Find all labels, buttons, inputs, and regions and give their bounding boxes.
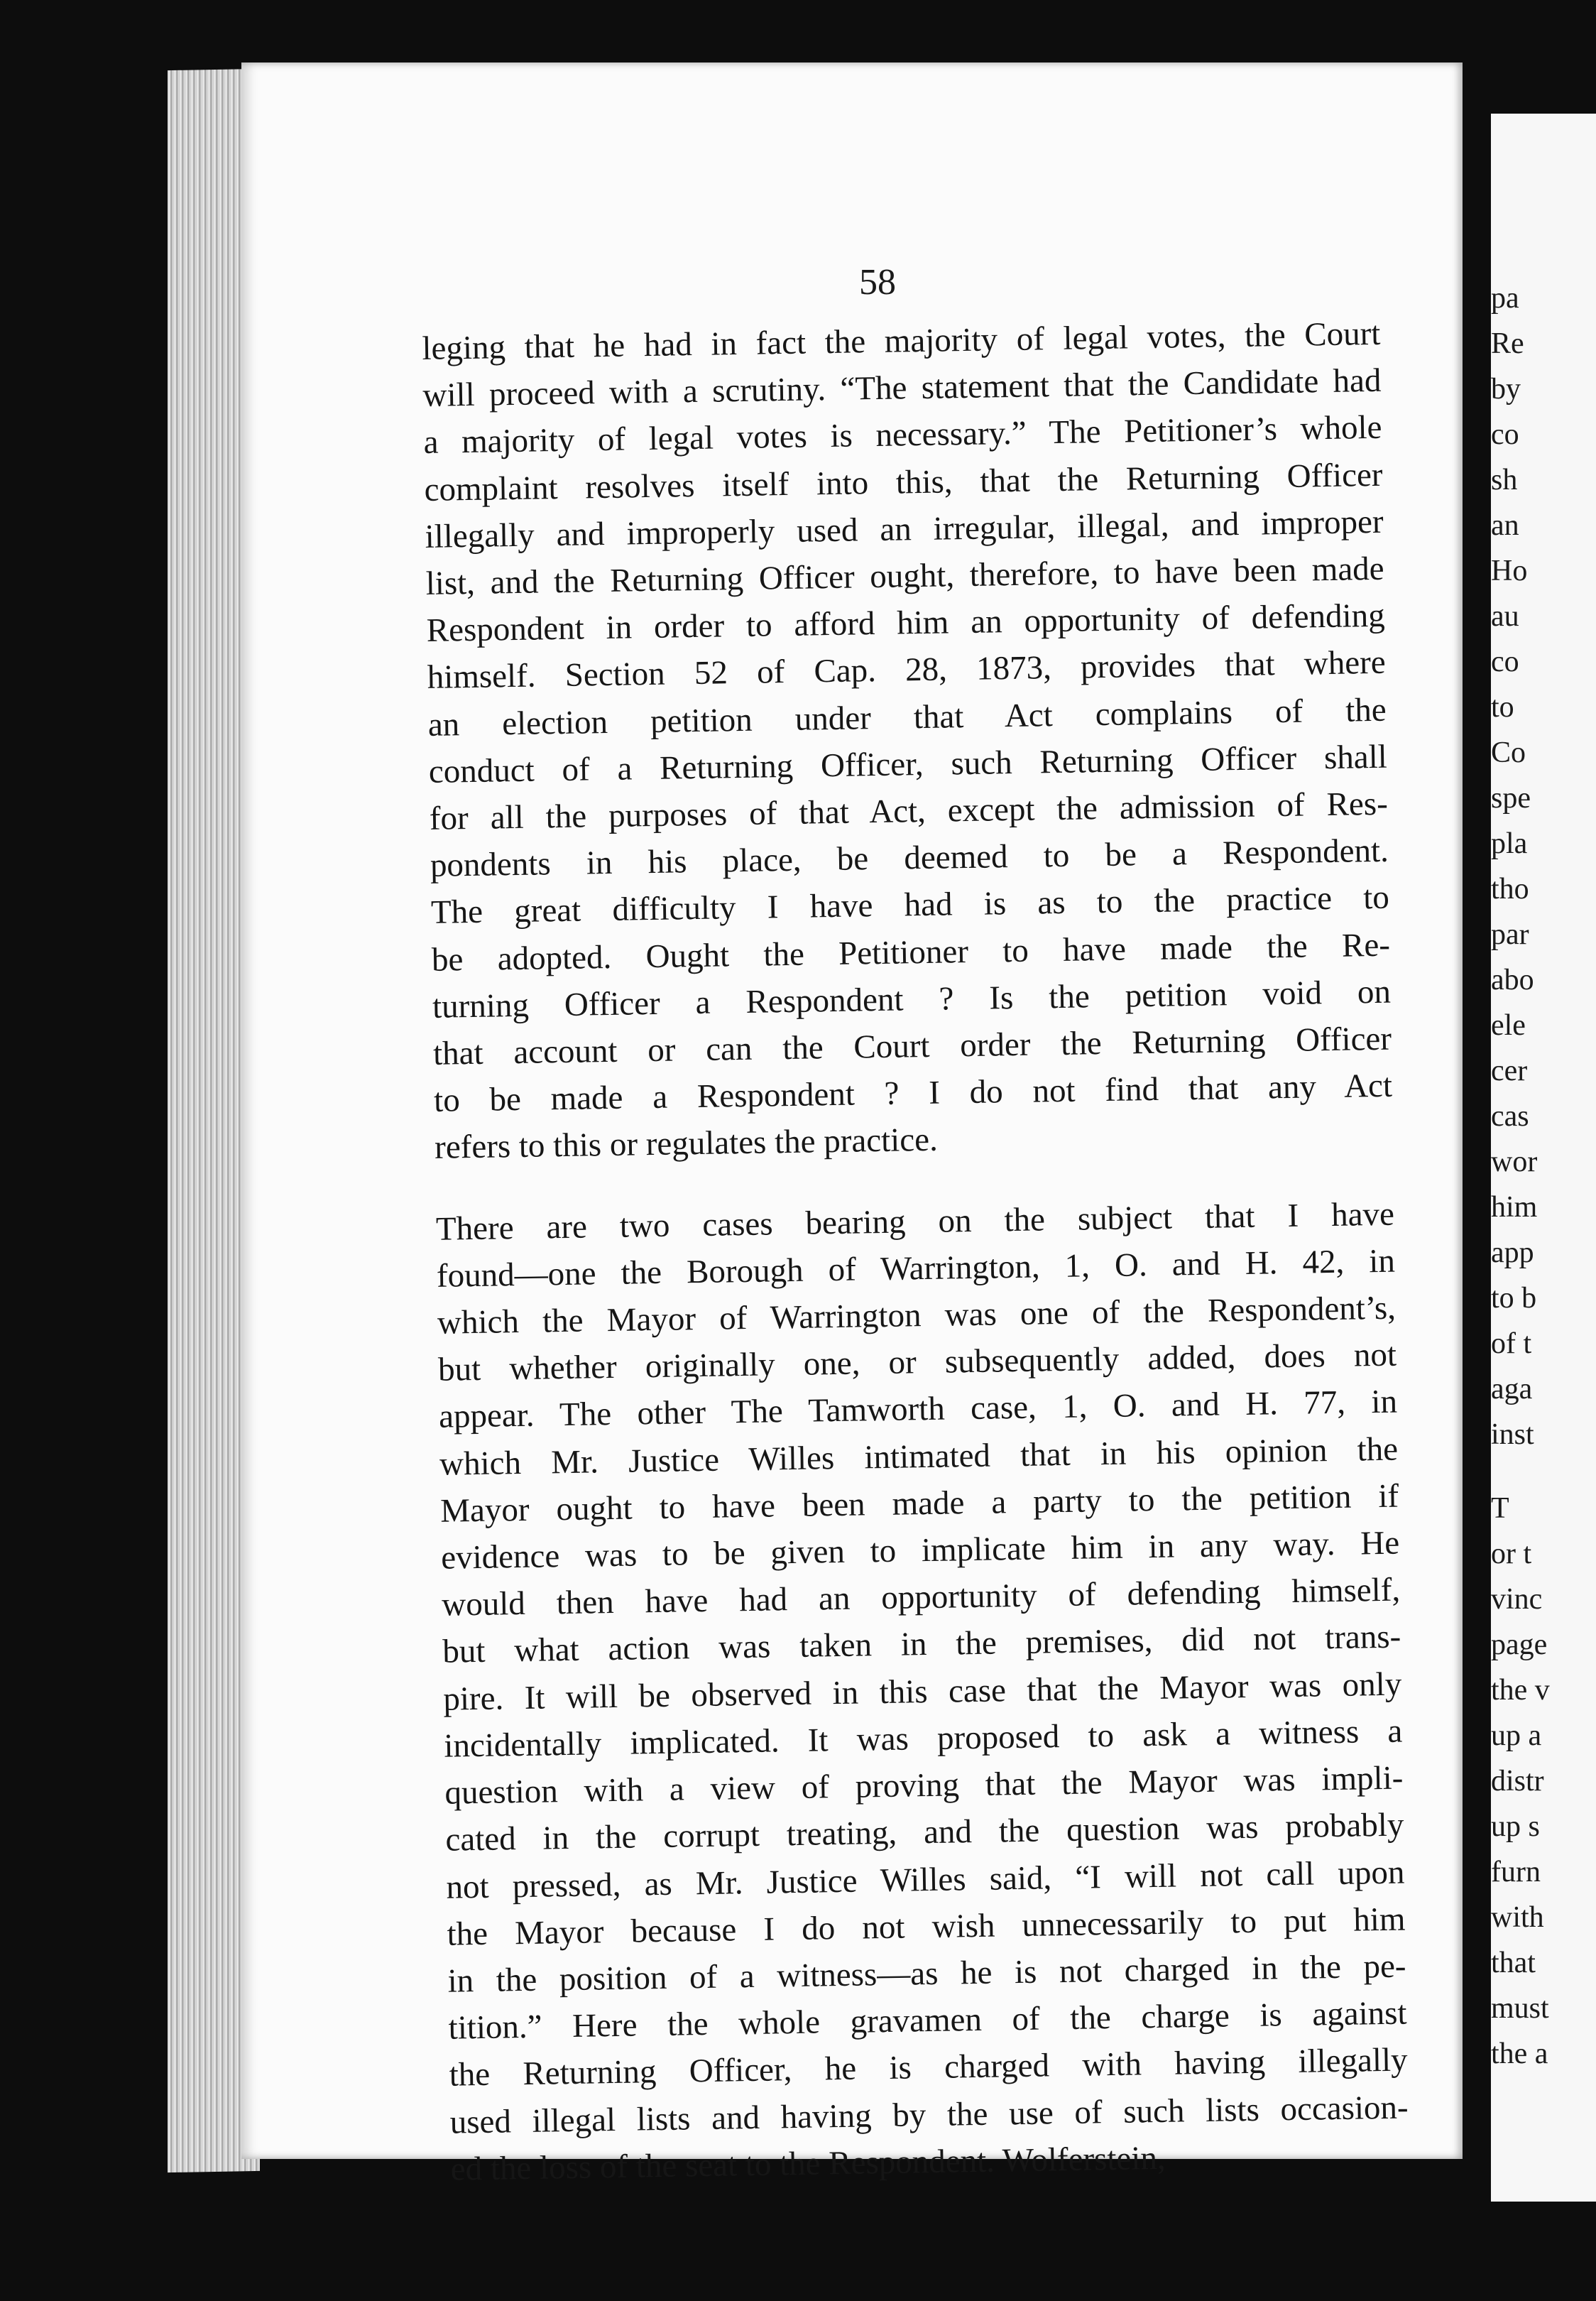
text-line: be adopted. Ought the Petitioner to have made the Re- bbox=[431, 926, 1391, 979]
text-line: a majority of legal votes is necessary.” The Petitioner’s whole bbox=[423, 409, 1382, 462]
adjacent-page-text: that bbox=[1491, 1947, 1536, 1979]
adjacent-page-text: the a bbox=[1491, 2038, 1548, 2070]
text-line: found—one the Borough of Warrington, 1, O. and H. 42, in bbox=[436, 1242, 1396, 1295]
page-number: 58 bbox=[859, 262, 896, 303]
text-line: the Returning Officer, he is charged with having illegally bbox=[449, 2041, 1408, 2094]
adjacent-page-text: the v bbox=[1491, 1674, 1550, 1707]
adjacent-page-text: Co bbox=[1491, 736, 1526, 769]
adjacent-page-text: vinc bbox=[1491, 1583, 1543, 1616]
text-line: refers to this or regulates the practice. bbox=[434, 1121, 939, 1167]
adjacent-page-text: up a bbox=[1491, 1719, 1542, 1752]
text-line: would then have had an opportunity of defending himself, bbox=[441, 1571, 1401, 1624]
adjacent-page-text: sh bbox=[1491, 464, 1518, 496]
text-line: which Mr. Justice Willes intimated that in his opinion the bbox=[439, 1430, 1399, 1483]
text-line: used illegal lists and having by the use of such lists occasion- bbox=[449, 2089, 1409, 2141]
text-line: incidentally implicated. It was proposed to ask a witness a bbox=[444, 1712, 1403, 1765]
adjacent-page-text: distr bbox=[1491, 1765, 1544, 1797]
body-text bbox=[422, 310, 1409, 2193]
text-line: not pressed, as Mr. Justice Willes said, “I will not call upon bbox=[446, 1854, 1405, 1906]
text-line: complaint resolves itself into this, that the Returning Officer bbox=[424, 456, 1383, 508]
adjacent-page-text: wor bbox=[1491, 1146, 1538, 1178]
adjacent-page-text: him bbox=[1491, 1191, 1538, 1224]
text-line: an election petition under that Act complains of the bbox=[427, 691, 1387, 744]
adjacent-page-text: tho bbox=[1491, 873, 1529, 905]
text-line: Respondent in order to afford him an opportunity of defending bbox=[426, 597, 1385, 650]
text-line: which the Mayor of Warrington was one of the Respondent’s, bbox=[437, 1289, 1396, 1342]
text-line: but whether originally one, or subsequently added, does not bbox=[437, 1336, 1397, 1389]
text-line: himself. Section 52 of Cap. 28, 1873, provides that where bbox=[427, 644, 1387, 697]
text-line: There are two cases bearing on the subject that I have bbox=[435, 1195, 1395, 1248]
adjacent-page-text: spe bbox=[1491, 782, 1531, 815]
text-line: leging that he had in fact the majority of legal votes, the Court bbox=[422, 315, 1381, 367]
adjacent-page-text: pa bbox=[1491, 282, 1519, 315]
text-line: the Mayor because I do not wish unnecessarily to put him bbox=[447, 1900, 1406, 1953]
text-line: list, and the Returning Officer ought, therefore, to have been made bbox=[425, 550, 1384, 602]
adjacent-page-text: co bbox=[1491, 646, 1519, 678]
adjacent-page-text: Re bbox=[1491, 327, 1524, 360]
adjacent-page-text: an bbox=[1491, 509, 1519, 542]
text-line: to be made a Respondent ? I do not find that any Act bbox=[433, 1067, 1393, 1120]
adjacent-page-text: ele bbox=[1491, 1009, 1526, 1042]
text-line: The great difficulty I have had is as to the practice to bbox=[430, 879, 1390, 932]
adjacent-page-text: app bbox=[1491, 1236, 1534, 1269]
paragraph bbox=[422, 310, 1394, 1172]
text-line: illegally and improperly used an irregular, illegal, and improper bbox=[425, 503, 1384, 555]
adjacent-page-text: aga bbox=[1491, 1373, 1533, 1405]
adjacent-page-text: furn bbox=[1491, 1856, 1541, 1888]
adjacent-page-text: cas bbox=[1491, 1100, 1529, 1133]
text-line: ed the loss of the seat to the Respondent. Wolferstein, bbox=[450, 2139, 1166, 2188]
text-line: that account or can the Court order the Returning Officer bbox=[432, 1020, 1392, 1072]
text-line: conduct of a Returning Officer, such Returning Officer shall bbox=[428, 738, 1388, 790]
adjacent-page-text: or t bbox=[1491, 1538, 1532, 1570]
text-line: question with a view of proving that the Mayor was impli- bbox=[444, 1759, 1404, 1812]
adjacent-page-text: with bbox=[1491, 1901, 1544, 1934]
adjacent-page-text: au bbox=[1491, 600, 1519, 633]
text-line: turning Officer a Respondent ? Is the petition void on bbox=[432, 973, 1392, 1026]
paragraph bbox=[435, 1190, 1409, 2192]
adjacent-page-text: page bbox=[1491, 1628, 1548, 1661]
adjacent-page-text: cer bbox=[1491, 1055, 1528, 1087]
adjacent-page-text: to bbox=[1491, 691, 1514, 724]
adjacent-page-text: T bbox=[1491, 1492, 1509, 1525]
text-line: will proceed with a scrutiny. “The statement that the Candidate had bbox=[422, 361, 1382, 415]
adjacent-page-text: pla bbox=[1491, 827, 1528, 860]
text-line: appear. The other The Tamworth case, 1, O. and H. 77, in bbox=[438, 1383, 1398, 1436]
text-line: for all the purposes of that Act, except the admission of Res- bbox=[429, 785, 1389, 837]
text-line: evidence was to be given to implicate him in any way. He bbox=[440, 1524, 1400, 1577]
text-line: in the position of a witness—as he is not charged in the pe- bbox=[447, 1947, 1406, 2000]
adjacent-page-text: abo bbox=[1491, 964, 1534, 996]
text-line: tition.” Here the whole gravamen of the charge is against bbox=[448, 1994, 1407, 2047]
text-line: pondents in his place, be deemed to be a Respondent. bbox=[430, 832, 1389, 885]
adjacent-page-text: inst bbox=[1491, 1418, 1534, 1451]
adjacent-page-fragment bbox=[1491, 114, 1596, 2202]
adjacent-page-text: of t bbox=[1491, 1327, 1532, 1360]
adjacent-page-text: up s bbox=[1491, 1810, 1540, 1843]
adjacent-page-text: par bbox=[1491, 918, 1529, 951]
adjacent-page-text: to b bbox=[1491, 1282, 1537, 1315]
adjacent-page-text: must bbox=[1491, 1992, 1549, 2025]
adjacent-page-text: co bbox=[1491, 418, 1519, 451]
adjacent-page-text: Ho bbox=[1491, 555, 1528, 587]
text-line: cated in the corrupt treating, and the question was probably bbox=[445, 1806, 1404, 1859]
text-line: pire. It will be observed in this case that the Mayor was only bbox=[442, 1665, 1402, 1718]
text-line: but what action was taken in the premises, did not trans- bbox=[442, 1619, 1401, 1671]
adjacent-page-text: by bbox=[1491, 373, 1521, 406]
text-line: Mayor ought to have been made a party to the petition if bbox=[439, 1477, 1399, 1530]
